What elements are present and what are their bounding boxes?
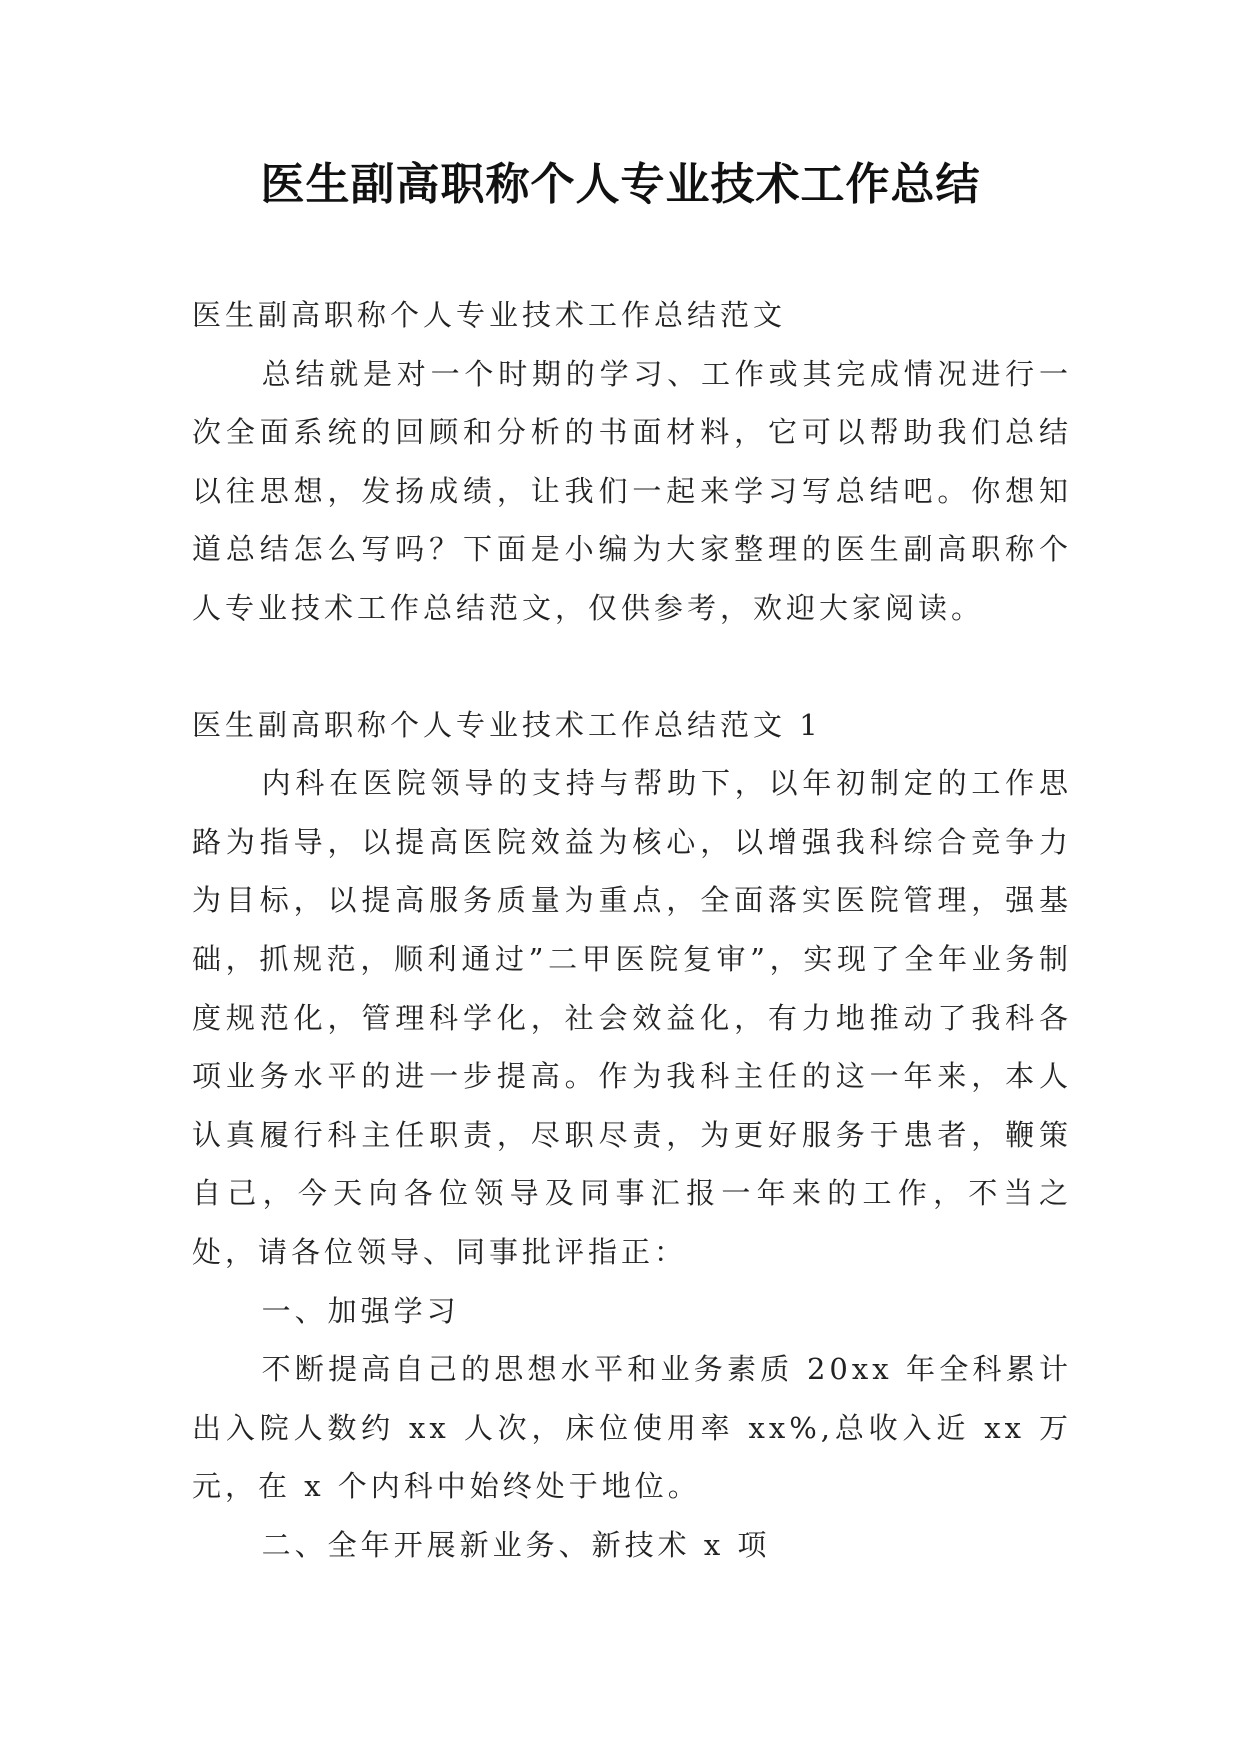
item-heading-1: 一、加强学习: [261, 1293, 460, 1328]
intro-paragraph: 总结就是对一个时期的学习、工作或其完成情况进行一次全面系统的回顾和分析的书面材料，它可以帮助我们总结以往思想，发扬成绩，让我们一起来学习写总结吧。你想知道总结怎么写吗？下面是小编为大家整理的医生副高职称个人专业技术工作总结范文，仅供参考，欢迎大家阅读。: [192, 356, 1072, 625]
body-paragraph-2: 不断提高自己的思想水平和业务素质 20xx 年全科累计出入院人数约 xx 人次，床位使用率 xx%,总收入近 xx 万元，在 x 个内科中始终处于地位。: [192, 1352, 1072, 1504]
body-paragraph: 内科在医院领导的支持与帮助下，以年初制定的工作思路为指导，以提高医院效益为核心，以增强我科综合竞争力为目标，以提高服务质量为重点，全面落实医院管理，强基础，抓规范，顺利通过”二甲医院复审”，实现了全年业务制度规范化，管理科学化，社会效益化，有力地推动了我科各项业务水平的进一步提高。作为我科主任的这一年来，本人认真履行科主任职责，尽职尽责，为更好服务于患者，鞭策自己，今天向各位领导及同事汇报一年来的工作，不当之处，请各位领导、同事批评指正：: [192, 766, 1072, 1269]
document-body: [192, 286, 1072, 1574]
section-heading: 医生副高职称个人专业技术工作总结范文 1: [192, 707, 822, 742]
paragraph-spacer: [192, 638, 1072, 696]
document-title: 医生副高职称个人专业技术工作总结: [260, 159, 981, 210]
subtitle-paragraph: 医生副高职称个人专业技术工作总结范文: [192, 298, 787, 332]
item-heading-2: 二、全年开展新业务、新技术 x 项: [261, 1527, 771, 1562]
